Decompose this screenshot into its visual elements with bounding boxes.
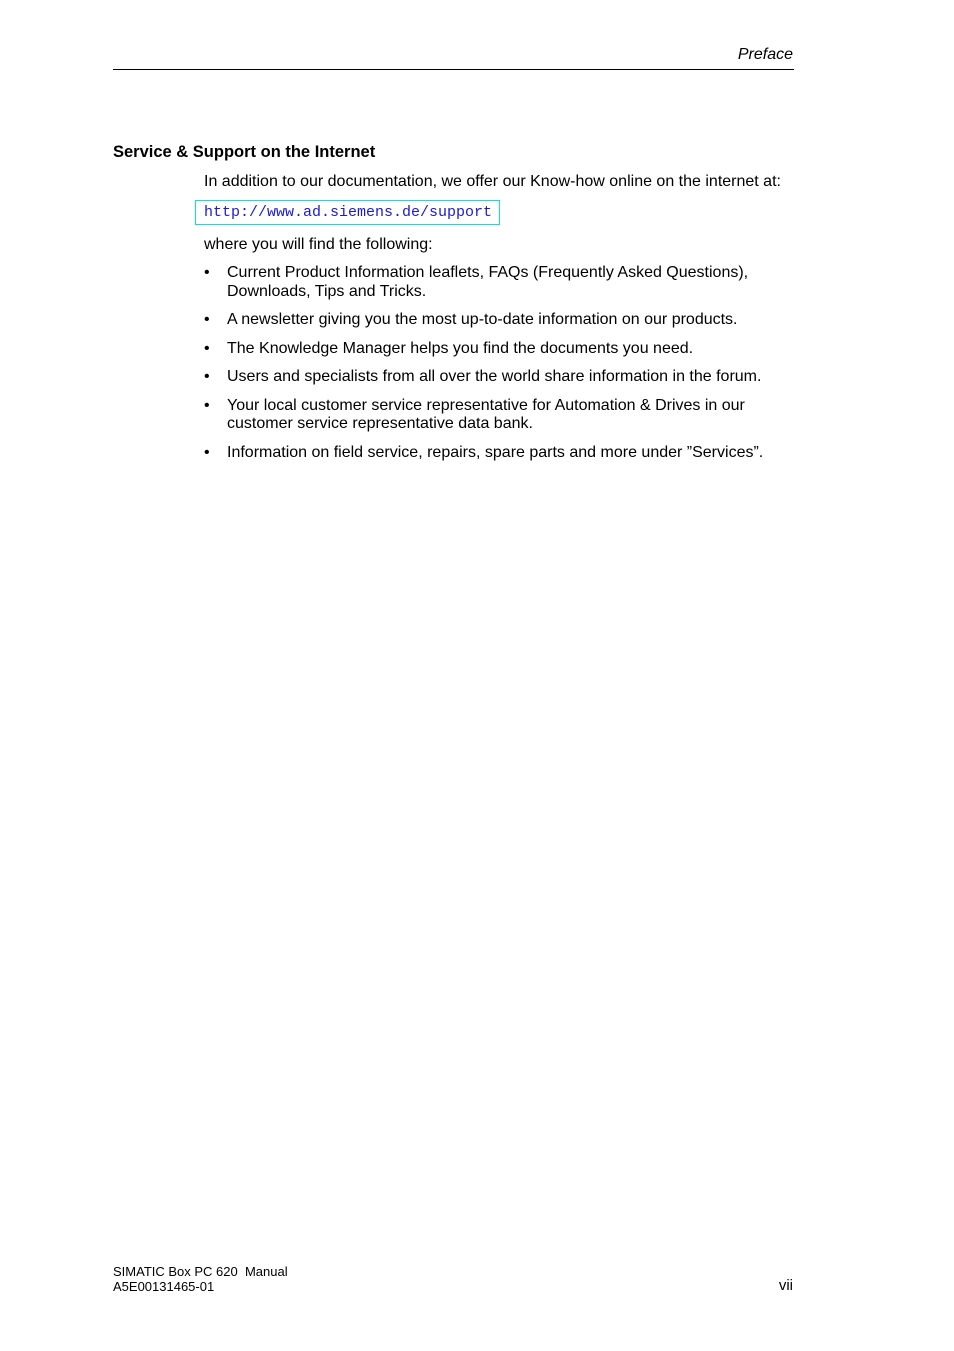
list-item-text: The Knowledge Manager helps you find the documents you need. [227,339,694,357]
header-divider [113,69,794,70]
page-number: vii [778,1277,793,1294]
list-item-text: Information on field service, repairs, spare parts and more under ”Services”. [227,443,764,461]
bullet-icon: • [204,443,210,461]
list-item-text: Users and specialists from all over the world share information in the forum. [227,368,762,385]
bullet-icon: • [204,368,210,385]
list-item-text: Your local customer service representative for Automation & Drives in our customer service representative data bank. [227,396,745,432]
support-url-link[interactable]: http://www.ad.siemens.de/support [195,200,500,225]
intro-paragraph: In addition to our documentation, we offer our Know-how online on the internet at: [204,173,781,190]
bullet-icon: • [204,311,210,328]
list-item [204,368,784,387]
list-item-text: Current Product Information leaflets, FAQs (Frequently Asked Questions), Downloads, Tips and Tricks. [227,264,749,300]
footer-manual-title: SIMATIC Box PC 620 Manual [113,1264,288,1279]
bullet-icon: • [204,339,210,357]
header-title: Preface [737,46,793,63]
list-item [204,397,784,434]
footer-document-info [113,1265,288,1294]
footer-doc-number: A5E00131465-01 [113,1278,215,1294]
bullet-icon: • [204,264,210,281]
feature-list [204,264,784,472]
list-item [204,444,784,463]
list-item [204,340,784,359]
lead-paragraph: where you will find the following: [204,236,433,253]
list-item [204,311,784,330]
list-item-text: A newsletter giving you the most up-to-date information on our products. [227,311,738,328]
section-heading: Service & Support on the Internet [113,143,376,161]
list-item [204,264,784,301]
bullet-icon: • [204,396,210,414]
